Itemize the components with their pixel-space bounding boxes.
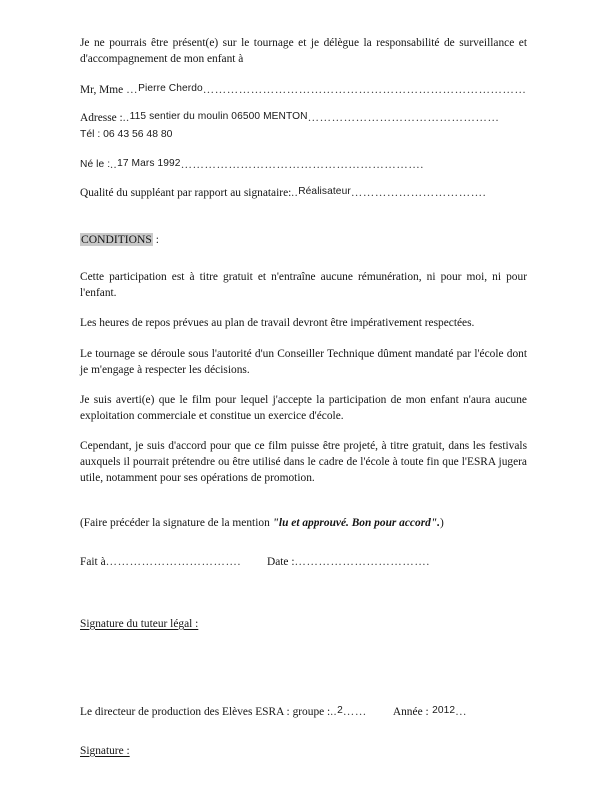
director-label: Le directeur de production des Elèves ESRA : groupe : — [80, 705, 331, 718]
groupe-dots-leading: .. — [330, 705, 338, 718]
conditions-paragraph-3: Le tournage se déroule sous l'autorité d'un Conseiller Technique dûment mandaté par l'école dont je m'engage à respecter les décisions. — [80, 347, 527, 376]
spacer — [80, 486, 527, 516]
field-dots-trailing-name: ……………………………………………………………………… — [202, 84, 527, 97]
field-row-quality — [80, 185, 527, 202]
spacer — [80, 67, 527, 82]
field-value-name[interactable]: Pierre Cherdo — [138, 83, 203, 95]
spacer — [80, 142, 527, 157]
mention-row — [80, 516, 527, 532]
director-signature-row — [80, 743, 527, 759]
field-value-address[interactable]: 115 sentier du moulin 06500 MENTON — [129, 111, 308, 123]
conditions-heading-row — [80, 232, 527, 248]
conditions-paragraph-1: Cette participation est à titre gratuit et n'entraîne aucune rémunération, ni pour moi, ni pour l'enfant. — [80, 271, 527, 299]
fait-a-label: Fait à — [80, 555, 106, 568]
tutor-signature-row — [80, 616, 527, 632]
field-row-address — [80, 110, 527, 127]
conditions-paragraph-5: Cependant, je suis d'accord pour que ce film puisse être projeté, à titre gratuit, dans les festivals auxquels il pourrait prétendre ou être utilisé dans le cadre de l'école à toute fin que l'ESRA jugera utile, notamment pour ses opérations de promotion. — [80, 440, 527, 484]
spacer — [80, 174, 527, 185]
groupe-value[interactable]: 2 — [337, 704, 343, 716]
conditions-paragraph-4: Je suis averti(e) que le film pour lequel j'accepte la participation de mon enfant n'aura aucune exploitation commerciale et constitue un exercice d'école. — [80, 394, 527, 422]
date-label: Date : — [266, 555, 295, 568]
field-row-birthdate — [80, 157, 527, 174]
field-label-name: Mr, Mme — [80, 84, 127, 97]
field-dots-leading-name: … — [126, 84, 139, 97]
signature-space[interactable] — [80, 632, 527, 704]
tutor-signature-label: Signature du tuteur légal : — [80, 617, 199, 630]
mention-prefix: (Faire précéder la signature de la mention — [80, 517, 273, 530]
spacer — [80, 721, 527, 743]
conditions-heading: CONDITIONS — [81, 233, 152, 247]
field-row-name — [80, 82, 527, 99]
conditions-heading-suffix: : — [152, 233, 159, 247]
director-signature-label: Signature : — [80, 744, 130, 757]
field-label-quality: Qualité du suppléant par rapport au signataire: — [80, 187, 292, 200]
field-value-quality[interactable]: Réalisateur — [298, 186, 351, 198]
field-dots-trailing-birthdate: ……………………………………………………. — [180, 159, 424, 172]
field-dots-trailing-quality: ……………………………. — [350, 187, 487, 200]
spacer — [80, 570, 527, 616]
mention-suffix: ) — [440, 517, 444, 530]
field-label-birthdate: Né le : — [80, 159, 111, 171]
field-dots-trailing-address: ………………………………………… — [307, 112, 500, 125]
spacer — [80, 301, 527, 316]
spacer — [80, 378, 527, 393]
field-row-phone[interactable]: Tél : 06 43 56 48 80 — [80, 129, 173, 141]
date-dots[interactable]: ……………………………. — [294, 555, 430, 568]
spacer — [80, 532, 527, 554]
fait-a-date-row — [80, 554, 527, 570]
field-dots-leading-address: .. — [122, 112, 130, 125]
field-dots-leading-quality: .. — [291, 187, 299, 200]
spacer — [80, 424, 527, 439]
spacer — [80, 332, 527, 347]
mention-quoted-text: "lu et approuvé. Bon pour accord". — [272, 517, 440, 530]
fait-a-dots[interactable]: ……………………………. — [105, 555, 241, 568]
field-dots-leading-birthdate: .. — [110, 159, 118, 172]
field-value-birthdate[interactable]: 17 Mars 1992 — [117, 158, 181, 170]
annee-label: Année : — [392, 705, 429, 718]
field-label-address: Adresse : — [80, 112, 123, 125]
annee-value[interactable]: 2012 — [432, 704, 456, 716]
groupe-dots-trailing: …… — [342, 705, 367, 718]
intro-paragraph: Je ne pourrais être présent(e) sur le tournage et je délègue la responsabilité de surveillance et d'accompagnement de mon enfant à — [80, 37, 527, 65]
annee-dots-trailing: … — [455, 705, 468, 718]
director-row — [80, 704, 527, 721]
spacer — [80, 202, 527, 232]
spacer — [80, 248, 527, 270]
spacer — [80, 99, 527, 110]
conditions-paragraph-2: Les heures de repos prévues au plan de travail devront être impérativement respectées. — [80, 317, 475, 330]
